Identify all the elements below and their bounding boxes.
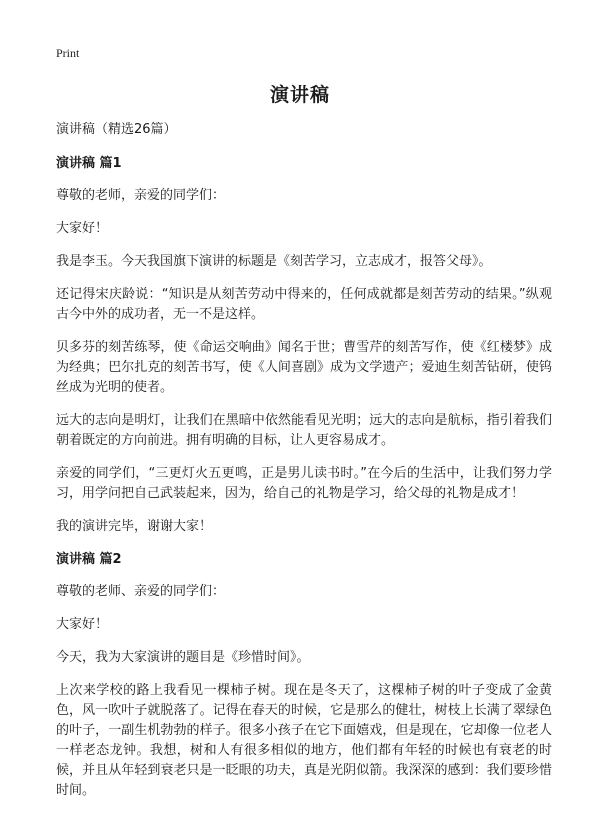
paragraph: 贝多芬的刻苦练琴，使《命运交响曲》闻名于世；曹雪芹的刻苦写作，使《红楼梦》成为经典；巴尔扎克的刻苦书写，使《人间喜剧》成为文学遗产；爱迪生刻苦钻研，使钨丝成为光明的使者。: [56, 340, 552, 395]
paragraph: 大家好！: [56, 221, 109, 236]
paragraph: 大家好！: [56, 617, 109, 632]
paragraph: 亲爱的同学们，“三更灯火五更鸣，正是男儿读书时。”在今后的生活中，让我们努力学习，用学问把自己武装起来，因为，给自己的礼物是学习，给父母的礼物是成才！: [56, 466, 552, 501]
paragraph: 今天，我为大家演讲的题目是《珍惜时间》。: [56, 650, 310, 665]
document-body: [56, 120, 552, 814]
paragraph: 我是李玉。今天我国旗下演讲的标题是《刻苦学习，立志成才，报答父母》。: [56, 254, 492, 269]
print-link[interactable]: Print: [56, 46, 80, 60]
document-subtitle: 演讲稿（精选26篇）: [56, 122, 177, 137]
paragraph: 尊敬的老师、亲爱的同学们：: [56, 584, 226, 599]
paragraph: 我的演讲完毕，谢谢大家！: [56, 519, 213, 534]
paragraph: 上次来学校的路上我看见一棵柿子树。现在是冬天了，这棵柿子树的叶子变成了金黄色，风一吹叶子就脱落了。记得在春天的时候，它是那么的健壮，树枝上长满了翠绿色的叶子，一副生机勃勃的样子。很多小孩子在它下面嬉戏，但是现在，它却像一位老人一样老态龙钟。我想，树和人有很多相似的地方，他们都有年轻的时候也有衰老的时候，并且从年轻到衰老只是一眨眼的功夫，真是光阴似箭。我深深的感到：我们要珍惜时间。: [56, 683, 552, 798]
document-title: 演讲稿: [269, 84, 330, 106]
paragraph: 远大的志向是明灯，让我们在黑暗中依然能看见光明；远大的志向是航标，指引着我们朝着既定的方向前进。拥有明确的目标，让人更容易成才。: [56, 413, 552, 448]
paragraph: 还记得宋庆龄说：“知识是从刻苦劳动中得来的，任何成就都是刻苦劳动的结果。”纵观古今中外的成功者，无一不是这样。: [56, 287, 552, 322]
section-heading: 演讲稿 篇2: [56, 552, 122, 567]
paragraph: 尊敬的老师，亲爱的同学们：: [56, 188, 226, 203]
section-heading: 演讲稿 篇1: [56, 156, 122, 171]
